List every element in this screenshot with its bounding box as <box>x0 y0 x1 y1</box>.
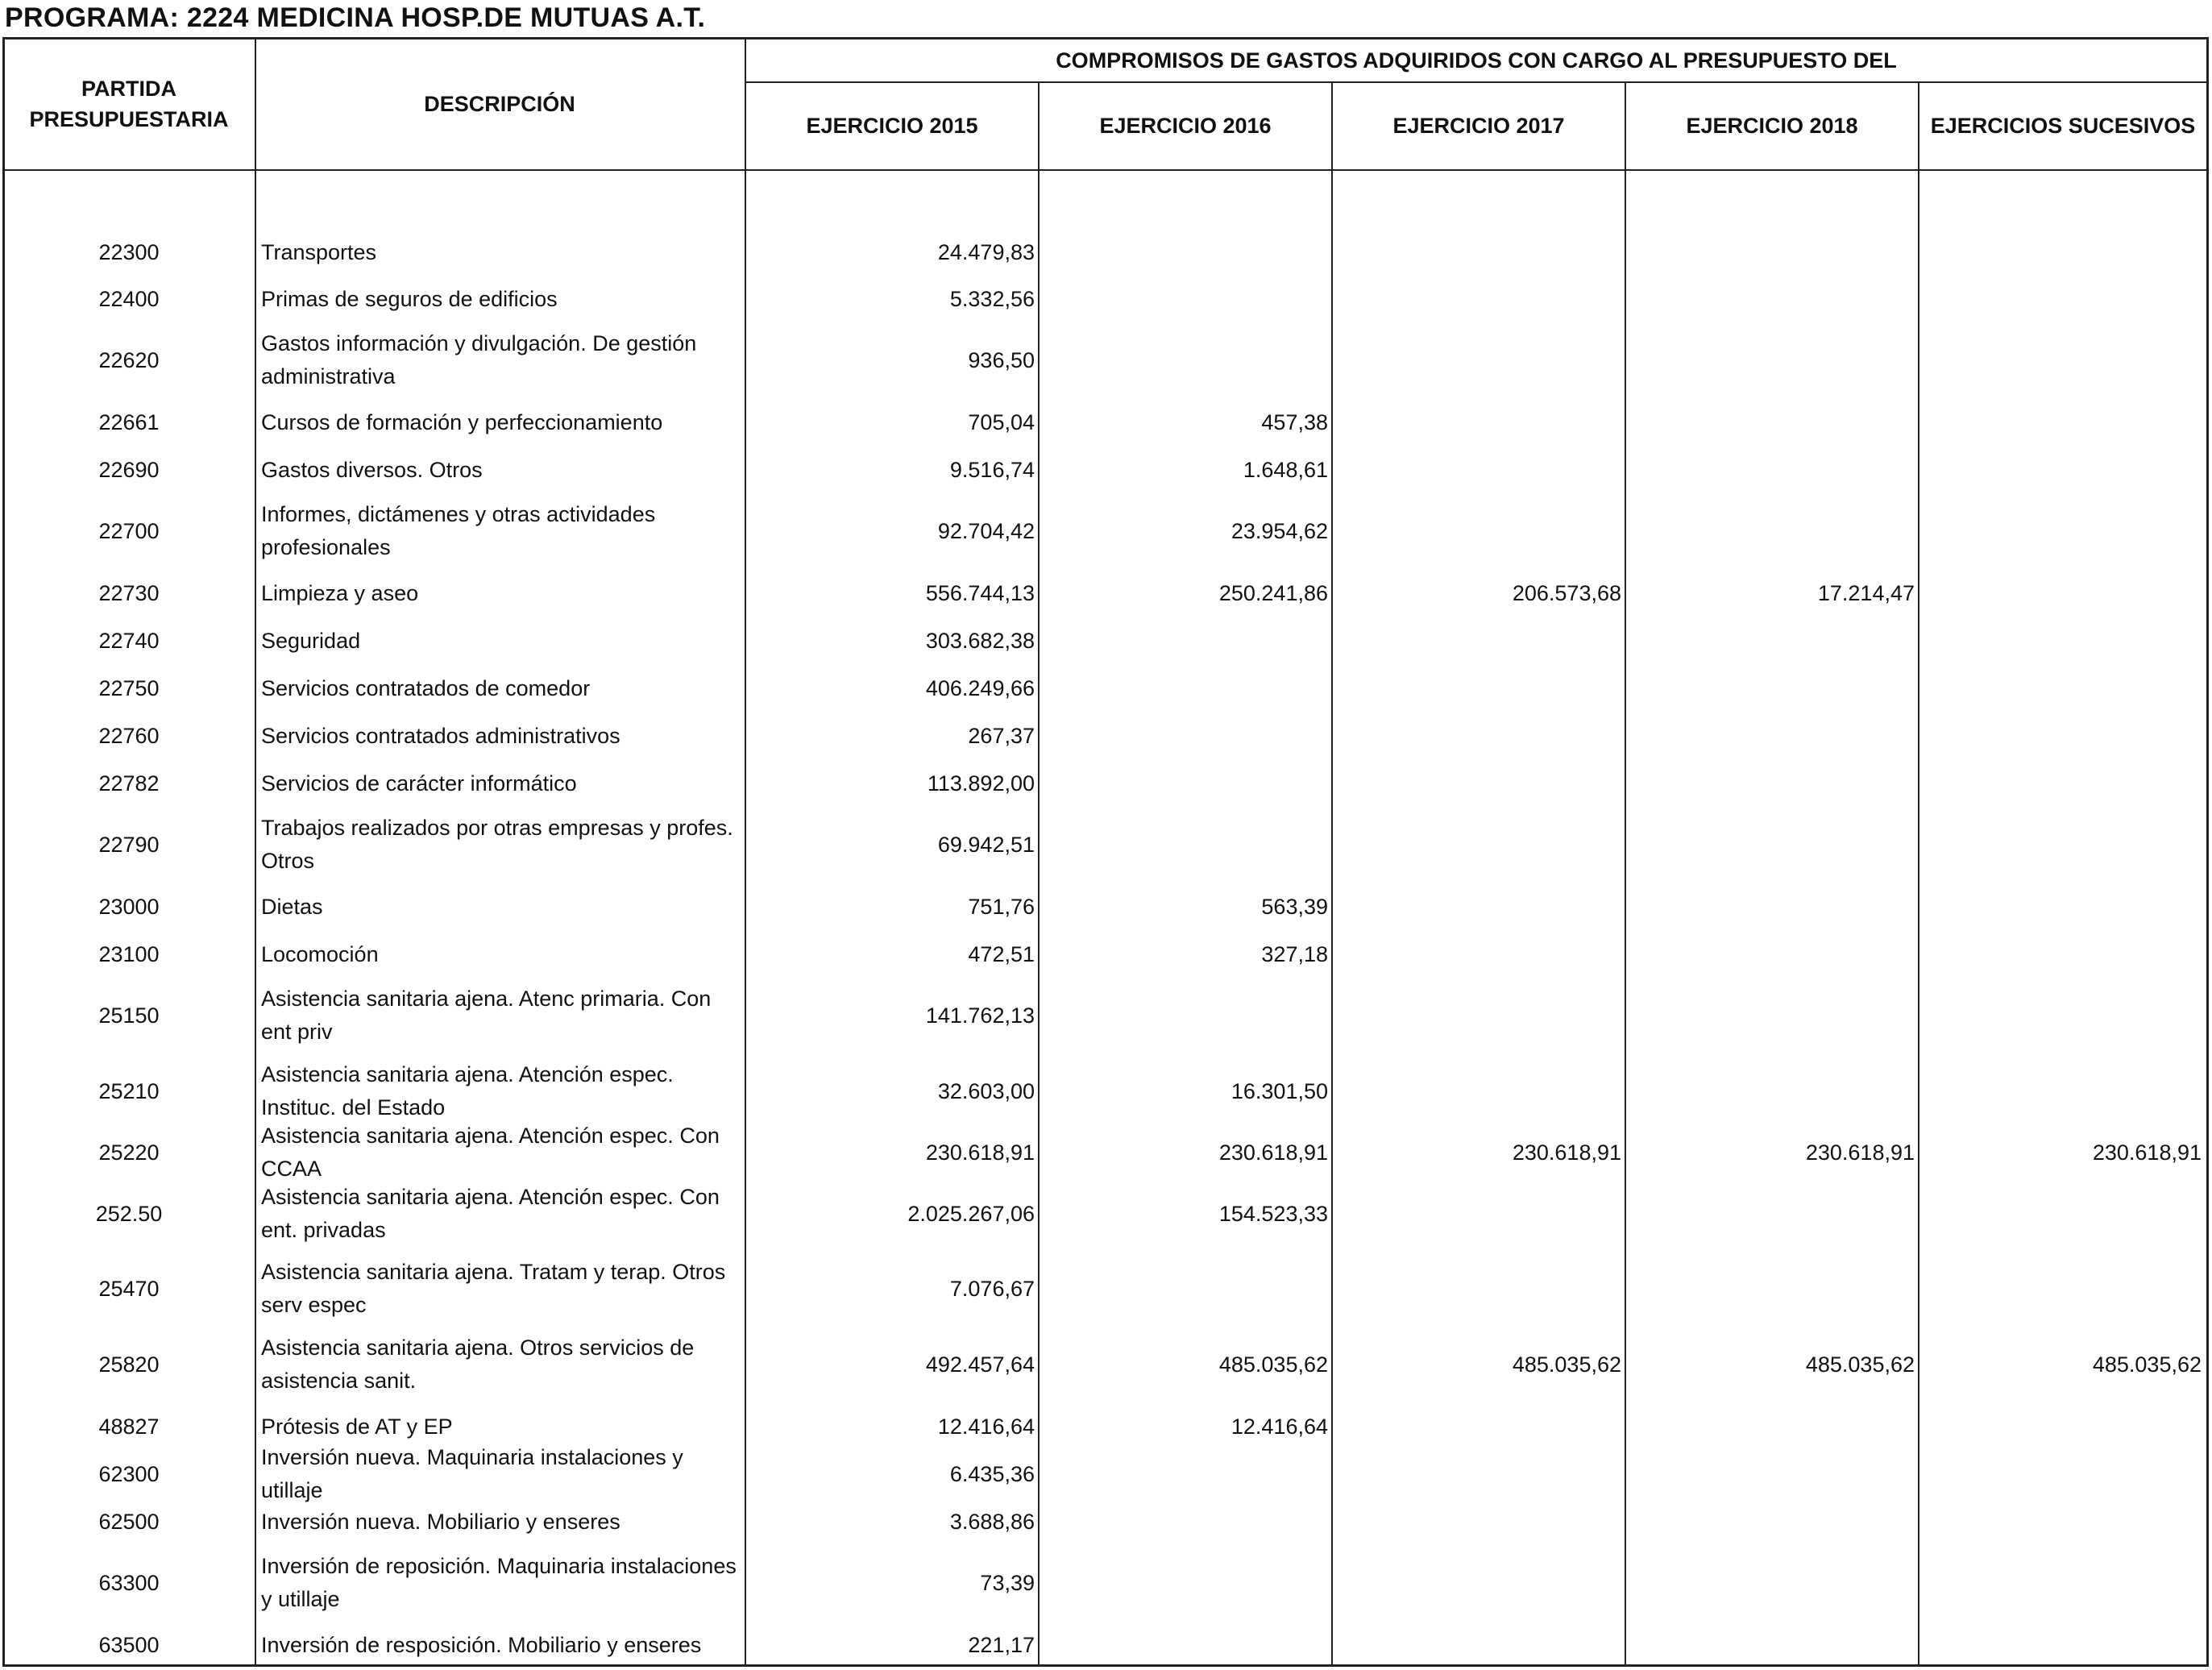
value-sucesivos <box>1919 326 2206 394</box>
header-partida: PARTIDA PRESUPUESTARIA <box>29 77 229 131</box>
descripcion-text: Inversión de resposición. Mobiliario y enseres <box>261 1632 702 1657</box>
value-2017 <box>1333 1180 1626 1248</box>
value-2015: 936,50 <box>968 347 1035 372</box>
value-2015: 303.682,38 <box>925 628 1035 653</box>
partida-code: 22700 <box>98 518 160 543</box>
value-2015: 751,76 <box>968 894 1035 919</box>
value-2015: 141.762,13 <box>925 1003 1035 1028</box>
table-row <box>0 1124 2212 1181</box>
value-2015: 6.435,36 <box>949 1461 1035 1486</box>
value-2018 <box>1626 1625 1919 1665</box>
value-2018: 17.214,47 <box>1817 580 1915 605</box>
descripcion-text: Informes, dictámenes y otras actividades profesionales <box>261 502 656 559</box>
value-2018 <box>1626 763 1919 804</box>
value-2017 <box>1333 811 1626 879</box>
header-ejercicio-2016: EJERCICIO 2016 <box>1099 114 1272 138</box>
partida-code: 22760 <box>98 723 160 748</box>
descripcion-text: Inversión nueva. Mobiliario y enseres <box>261 1509 620 1534</box>
value-2016: 23.954,62 <box>1231 518 1328 543</box>
value-2015: 9.516,74 <box>949 457 1035 482</box>
partida-code: 22400 <box>98 286 160 311</box>
value-2017 <box>1333 402 1626 442</box>
value-sucesivos <box>1919 573 2206 613</box>
value-2015: 12.416,64 <box>937 1414 1035 1439</box>
partida-code: 22661 <box>98 409 160 434</box>
descripcion-text: Asistencia sanitaria ajena. Tratam y terap. Otros serv espec <box>261 1260 726 1317</box>
table-row <box>0 982 2212 1049</box>
page-title: PROGRAMA: 2224 MEDICINA HOSP.DE MUTUAS A.T. <box>5 2 706 33</box>
table-row <box>0 621 2212 661</box>
value-2017 <box>1333 887 1626 927</box>
value-2015: 221,17 <box>968 1632 1035 1657</box>
table-row <box>0 1255 2212 1323</box>
value-2016 <box>1040 1255 1333 1323</box>
value-2016 <box>1040 811 1333 879</box>
value-sucesivos: 485.035,62 <box>2092 1352 2202 1377</box>
value-sucesivos <box>1919 450 2206 490</box>
value-2017 <box>1333 1625 1626 1665</box>
table-row <box>0 497 2212 565</box>
table-row <box>0 1502 2212 1542</box>
partida-code: 22750 <box>98 675 160 700</box>
table-row <box>0 1331 2212 1398</box>
value-2018 <box>1626 1255 1919 1323</box>
value-2015: 24.479,83 <box>937 239 1035 264</box>
value-2015: 267,37 <box>968 723 1035 748</box>
value-2016 <box>1040 621 1333 661</box>
value-sucesivos <box>1919 982 2206 1049</box>
value-sucesivos <box>1919 279 2206 319</box>
partida-code: 252.50 <box>95 1201 163 1226</box>
value-2015: 472,51 <box>968 941 1035 966</box>
value-sucesivos <box>1919 1454 2206 1494</box>
value-2016: 563,39 <box>1261 894 1328 919</box>
header-ejercicio-2018: EJERCICIO 2018 <box>1686 114 1858 138</box>
descripcion-text: Inversión de reposición. Maquinaria instalaciones y utillaje <box>261 1554 737 1611</box>
value-2018 <box>1626 497 1919 565</box>
partida-code: 62300 <box>98 1461 160 1486</box>
descripcion-text: Limpieza y aseo <box>261 580 419 605</box>
value-2018 <box>1626 668 1919 708</box>
descripcion-text: Servicios contratados administrativos <box>261 723 620 748</box>
value-2016: 230.618,91 <box>1218 1140 1328 1165</box>
value-2018 <box>1626 621 1919 661</box>
partida-code: 25150 <box>98 1003 160 1028</box>
value-sucesivos <box>1919 1057 2206 1125</box>
value-2017 <box>1333 621 1626 661</box>
value-2015: 69.942,51 <box>937 832 1035 857</box>
value-2015: 32.603,00 <box>937 1078 1035 1103</box>
value-2017 <box>1333 279 1626 319</box>
value-2018 <box>1626 811 1919 879</box>
partida-code: 23100 <box>98 941 160 966</box>
value-2015: 2.025.267,06 <box>907 1201 1035 1226</box>
value-2017 <box>1333 1502 1626 1542</box>
header-ejercicio-2015: EJERCICIO 2015 <box>806 114 978 138</box>
value-2018: 230.618,91 <box>1805 1140 1915 1165</box>
table-row <box>0 1445 2212 1502</box>
value-2016: 457,38 <box>1261 409 1328 434</box>
value-2015: 3.688,86 <box>949 1509 1035 1534</box>
value-2017 <box>1333 1549 1626 1617</box>
value-2016 <box>1040 1625 1333 1665</box>
header-descripcion: DESCRIPCIÓN <box>424 92 575 116</box>
value-2017 <box>1333 326 1626 394</box>
partida-code: 22620 <box>98 347 160 372</box>
value-2016 <box>1040 1502 1333 1542</box>
value-2017 <box>1333 497 1626 565</box>
value-2015: 113.892,00 <box>927 771 1035 796</box>
value-2017 <box>1333 1255 1626 1323</box>
value-2018 <box>1626 232 1919 272</box>
value-2016: 485.035,62 <box>1218 1352 1328 1377</box>
value-2016 <box>1040 279 1333 319</box>
value-2017 <box>1333 1057 1626 1125</box>
value-2016 <box>1040 763 1333 804</box>
descripcion-text: Asistencia sanitaria ajena. Otros servicios de asistencia sanit. <box>261 1336 695 1393</box>
value-2017: 230.618,91 <box>1512 1140 1621 1165</box>
value-2018 <box>1626 1549 1919 1617</box>
value-2015: 5.332,56 <box>949 286 1035 311</box>
descripcion-text: Seguridad <box>261 628 361 653</box>
value-2015: 492.457,64 <box>925 1352 1035 1377</box>
table-row <box>0 402 2212 442</box>
value-2017 <box>1333 982 1626 1049</box>
value-2015: 406.249,66 <box>925 675 1035 700</box>
partida-code: 22740 <box>98 628 160 653</box>
value-2015: 230.618,91 <box>925 1140 1035 1165</box>
value-sucesivos <box>1919 1255 2206 1323</box>
partida-code: 25210 <box>98 1078 160 1103</box>
value-2016 <box>1040 232 1333 272</box>
descripcion-text: Inversión nueva. Maquinaria instalaciones y utillaje <box>261 1445 683 1502</box>
value-2016 <box>1040 716 1333 756</box>
value-2016 <box>1040 668 1333 708</box>
table-row <box>0 811 2212 879</box>
partida-code: 25220 <box>98 1140 160 1165</box>
descripcion-text: Prótesis de AT y EP <box>261 1414 453 1439</box>
value-2015: 705,04 <box>968 409 1035 434</box>
partida-code: 48827 <box>98 1414 160 1439</box>
value-2018 <box>1626 887 1919 927</box>
value-2018 <box>1626 1502 1919 1542</box>
value-2017 <box>1333 1454 1626 1494</box>
table-row <box>0 232 2212 272</box>
table-row <box>0 1549 2212 1617</box>
value-2017 <box>1333 763 1626 804</box>
descripcion-text: Locomoción <box>261 941 379 966</box>
value-sucesivos <box>1919 811 2206 879</box>
value-sucesivos <box>1919 763 2206 804</box>
table-row <box>0 716 2212 756</box>
value-2016: 16.301,50 <box>1231 1078 1328 1103</box>
partida-code: 63300 <box>98 1570 160 1595</box>
value-2017 <box>1333 934 1626 974</box>
value-2017: 206.573,68 <box>1512 580 1621 605</box>
value-sucesivos <box>1919 497 2206 565</box>
value-sucesivos <box>1919 621 2206 661</box>
value-2018 <box>1626 326 1919 394</box>
value-2017 <box>1333 668 1626 708</box>
value-2017 <box>1333 450 1626 490</box>
descripcion-text: Asistencia sanitaria ajena. Atención espec. Con ent. privadas <box>261 1185 720 1242</box>
table-row <box>0 1057 2212 1125</box>
value-2016: 1.648,61 <box>1243 457 1328 482</box>
value-sucesivos <box>1919 232 2206 272</box>
header-bottom-rule <box>2 169 2209 171</box>
value-2017 <box>1333 1406 1626 1447</box>
partida-code: 22790 <box>98 832 160 857</box>
value-2018 <box>1626 934 1919 974</box>
header-compromisos: COMPROMISOS DE GASTOS ADQUIRIDOS CON CARGO AL PRESUPUESTO DEL <box>1056 48 1897 73</box>
table-row <box>0 1625 2212 1665</box>
partida-code: 22782 <box>98 771 160 796</box>
partida-code: 22730 <box>98 580 160 605</box>
value-sucesivos <box>1919 402 2206 442</box>
value-sucesivos <box>1919 668 2206 708</box>
value-2015: 73,39 <box>980 1570 1035 1595</box>
descripcion-text: Gastos información y divulgación. De gestión administrativa <box>261 331 697 388</box>
value-2016: 250.241,86 <box>1218 580 1328 605</box>
partida-code: 25470 <box>98 1276 160 1301</box>
value-2016: 12.416,64 <box>1231 1414 1328 1439</box>
descripcion-text: Dietas <box>261 894 323 919</box>
value-2016 <box>1040 1549 1333 1617</box>
value-2017 <box>1333 716 1626 756</box>
value-sucesivos <box>1919 1180 2206 1248</box>
descripcion-text: Servicios de carácter informático <box>261 771 577 796</box>
descripcion-text: Gastos diversos. Otros <box>261 457 483 482</box>
descripcion-text: Asistencia sanitaria ajena. Atención espec. Instituc. del Estado <box>261 1062 674 1120</box>
descripcion-text: Asistencia sanitaria ajena. Atenc primaria. Con ent priv <box>261 987 712 1044</box>
value-2018 <box>1626 716 1919 756</box>
value-2018 <box>1626 450 1919 490</box>
value-2018 <box>1626 1406 1919 1447</box>
value-2018 <box>1626 1057 1919 1125</box>
value-2015: 92.704,42 <box>937 518 1035 543</box>
value-sucesivos <box>1919 934 2206 974</box>
header-ejercicio-2017: EJERCICIO 2017 <box>1392 114 1565 138</box>
partida-code: 63500 <box>98 1632 160 1657</box>
table-row <box>0 934 2212 974</box>
value-2017 <box>1333 232 1626 272</box>
table-row <box>0 1180 2212 1248</box>
partida-code: 25820 <box>98 1352 160 1377</box>
descripcion-text: Servicios contratados de comedor <box>261 675 591 700</box>
value-sucesivos <box>1919 1549 2206 1617</box>
partida-code: 23000 <box>98 894 160 919</box>
value-sucesivos <box>1919 1625 2206 1665</box>
partida-code: 62500 <box>98 1509 160 1534</box>
partida-code: 22690 <box>98 457 160 482</box>
table-row <box>0 450 2212 490</box>
header-ejercicios-sucesivos: EJERCICIOS SUCESIVOS <box>1930 114 2196 138</box>
descripcion-text: Cursos de formación y perfeccionamiento <box>261 409 663 434</box>
value-2018 <box>1626 982 1919 1049</box>
value-2016: 154.523,33 <box>1218 1201 1328 1226</box>
value-2018 <box>1626 279 1919 319</box>
descripcion-text: Transportes <box>261 239 377 264</box>
descripcion-text: Trabajos realizados por otras empresas y profes. Otros <box>261 816 733 873</box>
value-2016: 327,18 <box>1261 941 1328 966</box>
value-2018 <box>1626 1454 1919 1494</box>
table-row <box>0 763 2212 804</box>
value-sucesivos: 230.618,91 <box>2092 1140 2202 1165</box>
descripcion-text: Primas de seguros de edificios <box>261 286 558 311</box>
table-row <box>0 279 2212 319</box>
value-2017: 485.035,62 <box>1512 1352 1621 1377</box>
table-row <box>0 668 2212 708</box>
value-2016 <box>1040 326 1333 394</box>
descripcion-text: Asistencia sanitaria ajena. Atención espec. Con CCAA <box>261 1124 720 1181</box>
table-row <box>0 326 2212 394</box>
value-sucesivos <box>1919 1406 2206 1447</box>
value-2016 <box>1040 1454 1333 1494</box>
value-2016 <box>1040 982 1333 1049</box>
value-2018 <box>1626 402 1919 442</box>
value-2015: 556.744,13 <box>925 580 1035 605</box>
value-2018 <box>1626 1180 1919 1248</box>
value-2015: 7.076,67 <box>949 1276 1035 1301</box>
value-2018: 485.035,62 <box>1805 1352 1915 1377</box>
table-row <box>0 887 2212 927</box>
table-row <box>0 573 2212 613</box>
value-sucesivos <box>1919 1502 2206 1542</box>
value-sucesivos <box>1919 887 2206 927</box>
partida-code: 22300 <box>98 239 160 264</box>
value-sucesivos <box>1919 716 2206 756</box>
